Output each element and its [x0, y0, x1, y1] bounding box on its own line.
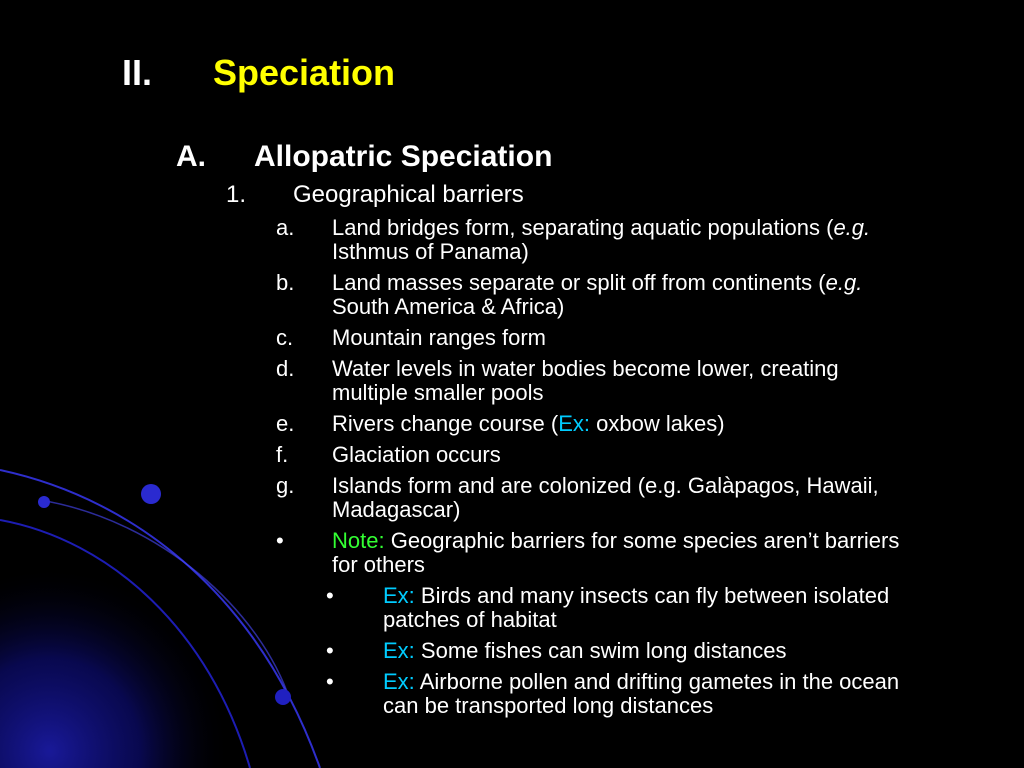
list-marker: d. [276, 356, 295, 381]
bullet-marker: • [326, 638, 334, 663]
example-text: Ex: Airborne pollen and drifting gametes in the ocean can be transported long distances [383, 669, 900, 718]
example-label: Ex: [383, 638, 415, 663]
list-text: Rivers change course (Ex: oxbow lakes) [332, 411, 725, 436]
example-text: Ex: Birds and many insects can fly between isolated patches of habitat [383, 583, 890, 632]
list-marker: c. [276, 325, 294, 350]
list-text: Land bridges form, separating aquatic populations (e.g. Isthmus of Panama) [332, 215, 871, 264]
note-label: Note: [332, 528, 385, 553]
list-text: Glaciation occurs [332, 442, 501, 467]
list-text: Land masses separate or split off from continents (e.g. South America & Africa) [332, 270, 863, 319]
example-text: Ex: Some fishes can swim long distances [383, 638, 787, 663]
title-number: II. [122, 52, 153, 93]
subtitle-marker: A. [176, 140, 206, 173]
list-text: Islands form and are colonized (e.g. Galàpagos, Hawaii, Madagascar) [332, 473, 879, 522]
subtitle: Allopatric Speciation [254, 140, 553, 173]
list-marker: a. [276, 215, 295, 240]
list-marker: f. [276, 442, 289, 467]
list-text: Mountain ranges form [332, 325, 546, 350]
page-title: Speciation [213, 52, 396, 93]
bullet-marker: • [326, 669, 334, 694]
list-marker: g. [276, 473, 295, 498]
bullet-marker: • [276, 528, 284, 553]
level1-heading: Geographical barriers [293, 181, 524, 208]
bullet-marker: • [326, 583, 334, 608]
note-text: Note: Geographic barriers for some species aren’t barriers for others [332, 528, 900, 577]
list-marker: b. [276, 270, 295, 295]
example-label: Ex: [383, 583, 415, 608]
list-text: Water levels in water bodies become lower, creating multiple smaller pools [332, 356, 839, 405]
level1-marker: 1. [226, 181, 247, 208]
example-label: Ex: [558, 411, 591, 436]
list-marker: e. [276, 411, 295, 436]
example-label: Ex: [383, 669, 415, 694]
